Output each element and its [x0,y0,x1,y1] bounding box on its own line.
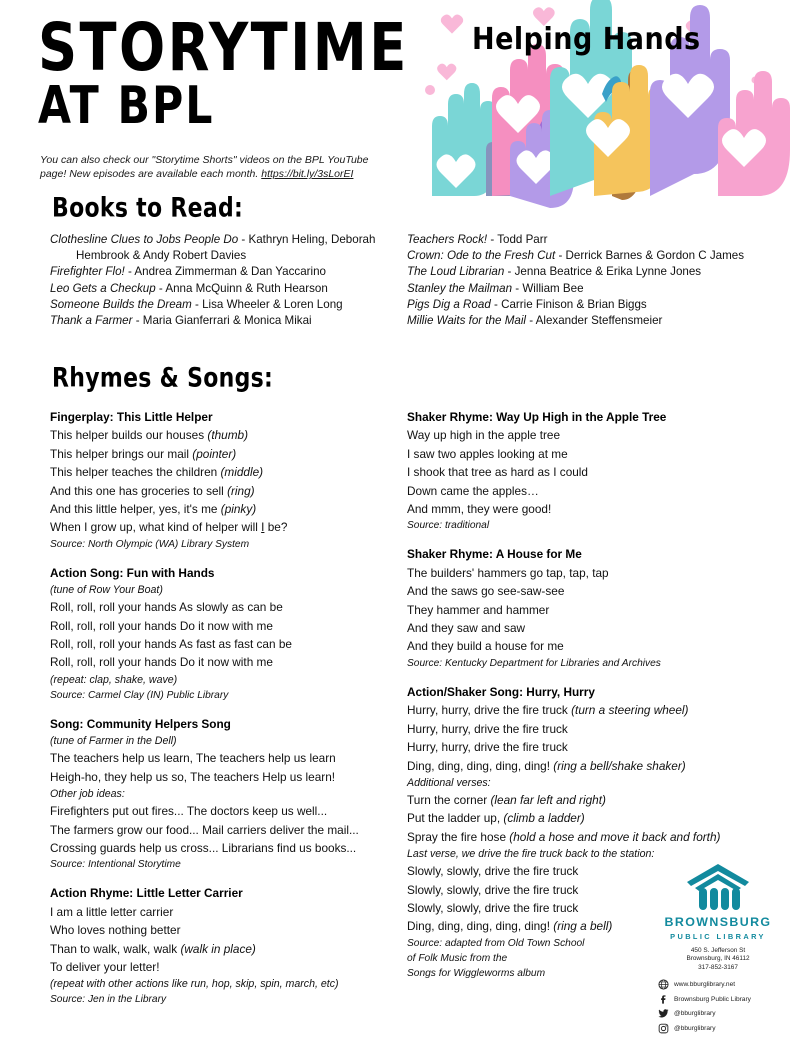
rhyme-line [50,921,395,939]
rhyme-title: Action Song: Fun with Hands [50,565,215,580]
rhymes-column-left [50,408,395,1019]
book-entry [407,313,785,329]
rhyme-line [50,821,395,839]
rhyme-line [407,828,757,846]
facebook-icon [658,994,669,1005]
title-line-2: AT BPL [38,75,215,136]
underlined-i: I [261,520,265,535]
rhyme-title: Shaker Rhyme: Way Up High in the Apple Tree [407,410,667,424]
social-row[interactable] [658,1023,788,1034]
rhyme-line [50,463,395,481]
rhyme-line-text: This helper builds our houses [50,428,208,443]
rhyme-line-text: Crossing guards help us cross... Librarians find us books... [50,840,357,855]
social-row[interactable] [658,979,788,990]
book-entry [50,232,395,264]
rhymes-section-heading: Rhymes & Songs: [52,363,274,394]
books-list-left [50,232,395,329]
books-list-right [407,232,785,329]
rhyme-line [407,619,757,637]
book-entry [50,313,395,329]
book-title: Clothesline Clues to Jobs People Do [50,233,239,246]
title-line-1: STORYTIME [38,9,409,87]
rhyme-line-text: And the saws go see-saw-see [407,584,565,599]
book-authors: - Maria Gianferrari & Monica Mikai [132,314,312,328]
book-authors: - Todd Parr [487,233,548,246]
rhyme-line [407,791,757,809]
book-authors: - Derrick Barnes & Gordon C James [555,249,744,263]
rhyme-line-text: This helper teaches the children [50,465,221,480]
rhyme-line [407,564,757,582]
rhyme-line [50,653,395,671]
rhyme-source-cont: of Folk Music from the [407,952,508,964]
rhyme-line [407,601,757,619]
book-entry [407,297,785,313]
book-title: Leo Gets a Checkup [50,281,156,295]
library-address [648,947,788,973]
rhyme-line [407,445,757,463]
book-title: Firefighter Flo! [50,265,125,279]
rhyme-line [50,445,395,463]
rhyme-line-text: Hurry, hurry, drive the fire truck [407,703,572,718]
rhyme-title: Fingerplay: This Little Helper [50,410,213,424]
rhyme-line-text: The farmers grow our food... Mail carriers deliver the mail... [50,822,359,837]
rhyme-line [407,463,757,481]
rhyme-line-text: They hammer and hammer [407,602,550,617]
social-label: www.bburglibrary.net [674,981,736,989]
rhyme-line [407,637,757,655]
artwork-title: Helping Hands [472,22,701,57]
rhyme-line [50,518,395,536]
rhyme-source: Source: Carmel Clay (IN) Public Library [50,689,229,701]
rhyme-line [50,617,395,635]
rhyme-line [50,482,395,500]
title-block [38,9,409,136]
rhyme-line [407,701,757,719]
book-authors: - Carrie Finison & Brian Biggs [490,297,647,311]
social-row[interactable] [658,994,788,1005]
book-entry [50,297,395,313]
rhyme-title: Action/Shaker Song: Hurry, Hurry [407,684,595,699]
rhyme-source-cont-2: Songs for Wiggleworms album [407,967,546,979]
book-title: Thank a Farmer [50,314,133,328]
rhyme-line [50,958,395,976]
rhyme-repeat-note: (repeat with other actions like run, hop, skip, spin, march, etc) [50,978,339,991]
rhyme-line-text: I saw two apples looking at me [407,446,568,461]
rhyme-line-action: (pinky) [220,502,257,517]
rhyme-mid-note-2: Last verse, we drive the fire truck back to the station: [407,848,655,861]
rhyme-line [50,426,395,444]
rhyme-block [407,408,757,533]
rhyme-line [50,768,395,786]
globe-icon [658,979,669,990]
rhyme-line-text: I shook that tree as hard as I could [407,465,588,480]
rhyme-line-text: Ding, ding, ding, ding, ding! [407,919,554,934]
book-title: Crown: Ode to the Fresh Cut [407,249,556,263]
rhyme-tune-note: (tune of Row Your Boat) [50,584,163,597]
book-title: Teachers Rock! [407,233,488,246]
rhyme-line-text: Roll, roll, roll your hands As fast as fast can be [50,637,292,652]
book-entry [407,248,785,264]
library-logo-block [648,862,788,1037]
rhyme-line-text: Hurry, hurry, drive the fire truck [407,721,568,736]
rhyme-line [50,635,395,653]
rhyme-line-text: And they saw and saw [407,621,526,636]
rhyme-title: Song: Community Helpers Song [50,716,231,731]
rhyme-line [407,757,757,775]
rhyme-line-text: Down came the apples… [407,483,539,498]
library-phone: 317-852-3167 [698,963,738,971]
rhyme-mid-note: Other job ideas: [50,788,125,801]
helping-hands-artwork [400,0,791,196]
rhyme-line-text: And this one has groceries to sell [50,483,228,498]
rhyme-line-text: Roll, roll, roll your hands Do it now with me [50,655,273,670]
rhyme-line-text: Ding, ding, ding, ding, ding! [407,758,554,773]
book-authors: - Anna McQuinn & Ruth Hearson [155,281,328,295]
social-label: @bburglibrary [674,1010,716,1018]
rhyme-line-action: (middle) [220,465,264,480]
address-line-1: 450 S. Jefferson St [690,946,746,954]
rhyme-line [407,809,757,827]
rhyme-line-action: (thumb) [207,428,249,443]
rhyme-line-action: (walk in place) [180,941,256,956]
books-section-heading: Books to Read: [52,193,244,224]
rhyme-line-text: And they build a house for me [407,639,564,654]
rhyme-source: Source: Intentional Storytime [50,859,181,871]
rhyme-block [50,884,395,1007]
rhyme-source: Source: Jen in the Library [50,994,167,1006]
rhyme-block [50,715,395,872]
rhyme-line-text: This helper brings our mail [50,446,193,461]
rhyme-line-action: (climb a ladder) [503,811,585,826]
book-title: Millie Waits for the Mail [407,314,526,328]
rhyme-line-text: Than to walk, walk, walk [50,941,181,956]
rhyme-line-text: Slowly, slowly, drive the fire truck [407,864,579,879]
rhyme-block [407,545,757,670]
rhyme-line-text: I am a little letter carrier [50,904,174,919]
rhyme-line-action: (hold a hose and move it back and forth) [509,829,721,844]
rhyme-source: Source: adapted from Old Town School [407,937,585,949]
rhyme-line [50,749,395,767]
social-label: @bburglibrary [674,1024,716,1032]
rhyme-line [50,598,395,616]
rhyme-title: Action Rhyme: Little Letter Carrier [50,886,243,901]
rhyme-line-text: The teachers help us learn, The teachers help us learn [50,751,336,766]
rhyme-line-text: Put the ladder up, [407,811,504,826]
blurb-text: You can also check our "Storytime Shorts" videos on the BPL YouTube page! New episodes are available each month. [40,154,369,181]
rhyme-line-action: (turn a steering wheel) [571,703,689,718]
rhyme-line [50,500,395,518]
rhyme-source: Source: Kentucky Department for Libraries and Archives [407,657,661,669]
rhyme-line-text: Turn the corner [407,792,491,807]
book-title: Someone Builds the Dream [50,297,192,311]
library-building-icon [685,862,751,912]
library-name: BROWNSBURG [664,915,772,929]
book-authors: - Andrea Zimmerman & Dan Yaccarino [124,265,327,279]
rhyme-line [407,720,757,738]
rhyme-line [50,940,395,958]
rhyme-line-text: Roll, roll, roll your hands Do it now with me [50,618,273,633]
rhyme-line [407,738,757,756]
rhyme-line-text: Heigh-ho, they help us so, The teachers Help us learn! [50,769,336,784]
social-label: Brownsburg Public Library [674,995,751,1003]
rhyme-line-action: (ring a bell) [553,919,613,934]
rhyme-line-text: Way up high in the apple tree [407,428,561,443]
rhyme-repeat-note: (repeat: clap, shake, wave) [50,673,178,686]
rhyme-line [407,582,757,600]
rhyme-line-action: (ring) [227,483,255,498]
blurb-link[interactable]: https://bit.ly/3sLorEI [261,168,354,181]
rhyme-line-text: When I grow up, what kind of helper will I be? [50,520,288,535]
rhyme-line-text: Hurry, hurry, drive the fire truck [407,740,568,755]
rhyme-line-text: Who loves nothing better [50,923,181,938]
rhyme-line-text: Firefighters put out fires... The doctors keep us well... [50,804,328,819]
book-entry [50,281,395,297]
rhyme-line-text: Slowly, slowly, drive the fire truck [407,900,579,915]
library-subtitle: PUBLIC LIBRARY [670,931,766,941]
book-entry [407,264,785,280]
book-title: The Loud Librarian [407,265,505,279]
social-row[interactable] [658,1008,788,1019]
address-line-2: Brownsburg, IN 46112 [686,955,750,963]
rhyme-line [407,500,757,518]
rhyme-line [407,482,757,500]
rhyme-line-text: And mmm, they were good! [407,502,552,517]
rhyme-line [50,802,395,820]
twitter-icon [658,1008,669,1019]
rhyme-source: Source: North Olympic (WA) Library System [50,538,250,550]
book-authors: - Kathryn Heling, Deborah Hembrook & Andy Robert Davies [76,233,376,263]
book-entry [407,232,785,248]
page-title [38,9,409,136]
rhyme-line-text: The builders' hammers go tap, tap, tap [407,565,609,580]
rhyme-line-action: (lean far left and right) [490,792,606,807]
youtube-blurb [40,153,385,181]
rhyme-block [50,564,395,703]
book-entry [407,281,785,297]
book-authors: - Jenna Beatrice & Erika Lynne Jones [504,265,702,279]
instagram-icon [658,1023,669,1034]
rhyme-mid-note: Additional verses: [407,776,491,789]
book-entry [50,264,395,280]
rhyme-line-text: And this little helper, yes, it's me [50,502,221,517]
book-authors: - Lisa Wheeler & Loren Long [191,297,343,311]
rhyme-title: Shaker Rhyme: A House for Me [407,547,582,562]
book-title: Pigs Dig a Road [407,297,491,311]
rhyme-line [407,426,757,444]
book-authors: - William Bee [512,281,584,295]
rhyme-line-text: Slowly, slowly, drive the fire truck [407,882,579,897]
rhyme-line-action: (ring a bell/shake shaker) [553,758,686,773]
rhyme-line-text: Roll, roll, roll your hands As slowly as can be [50,600,283,615]
rhyme-line-text: Spray the fire hose [407,829,510,844]
rhyme-line-text: To deliver your letter! [50,959,160,974]
book-authors: - Alexander Steffensmeier [525,314,663,328]
masthead [0,0,791,196]
rhyme-line [50,903,395,921]
rhyme-line [50,839,395,857]
rhyme-source: Source: traditional [407,520,490,532]
social-links [648,979,788,1034]
rhyme-tune-note: (tune of Farmer in the Dell) [50,735,177,748]
rhyme-line-action: (pointer) [192,446,237,461]
rhyme-block [50,408,395,552]
book-title: Stanley the Mailman [407,281,513,295]
